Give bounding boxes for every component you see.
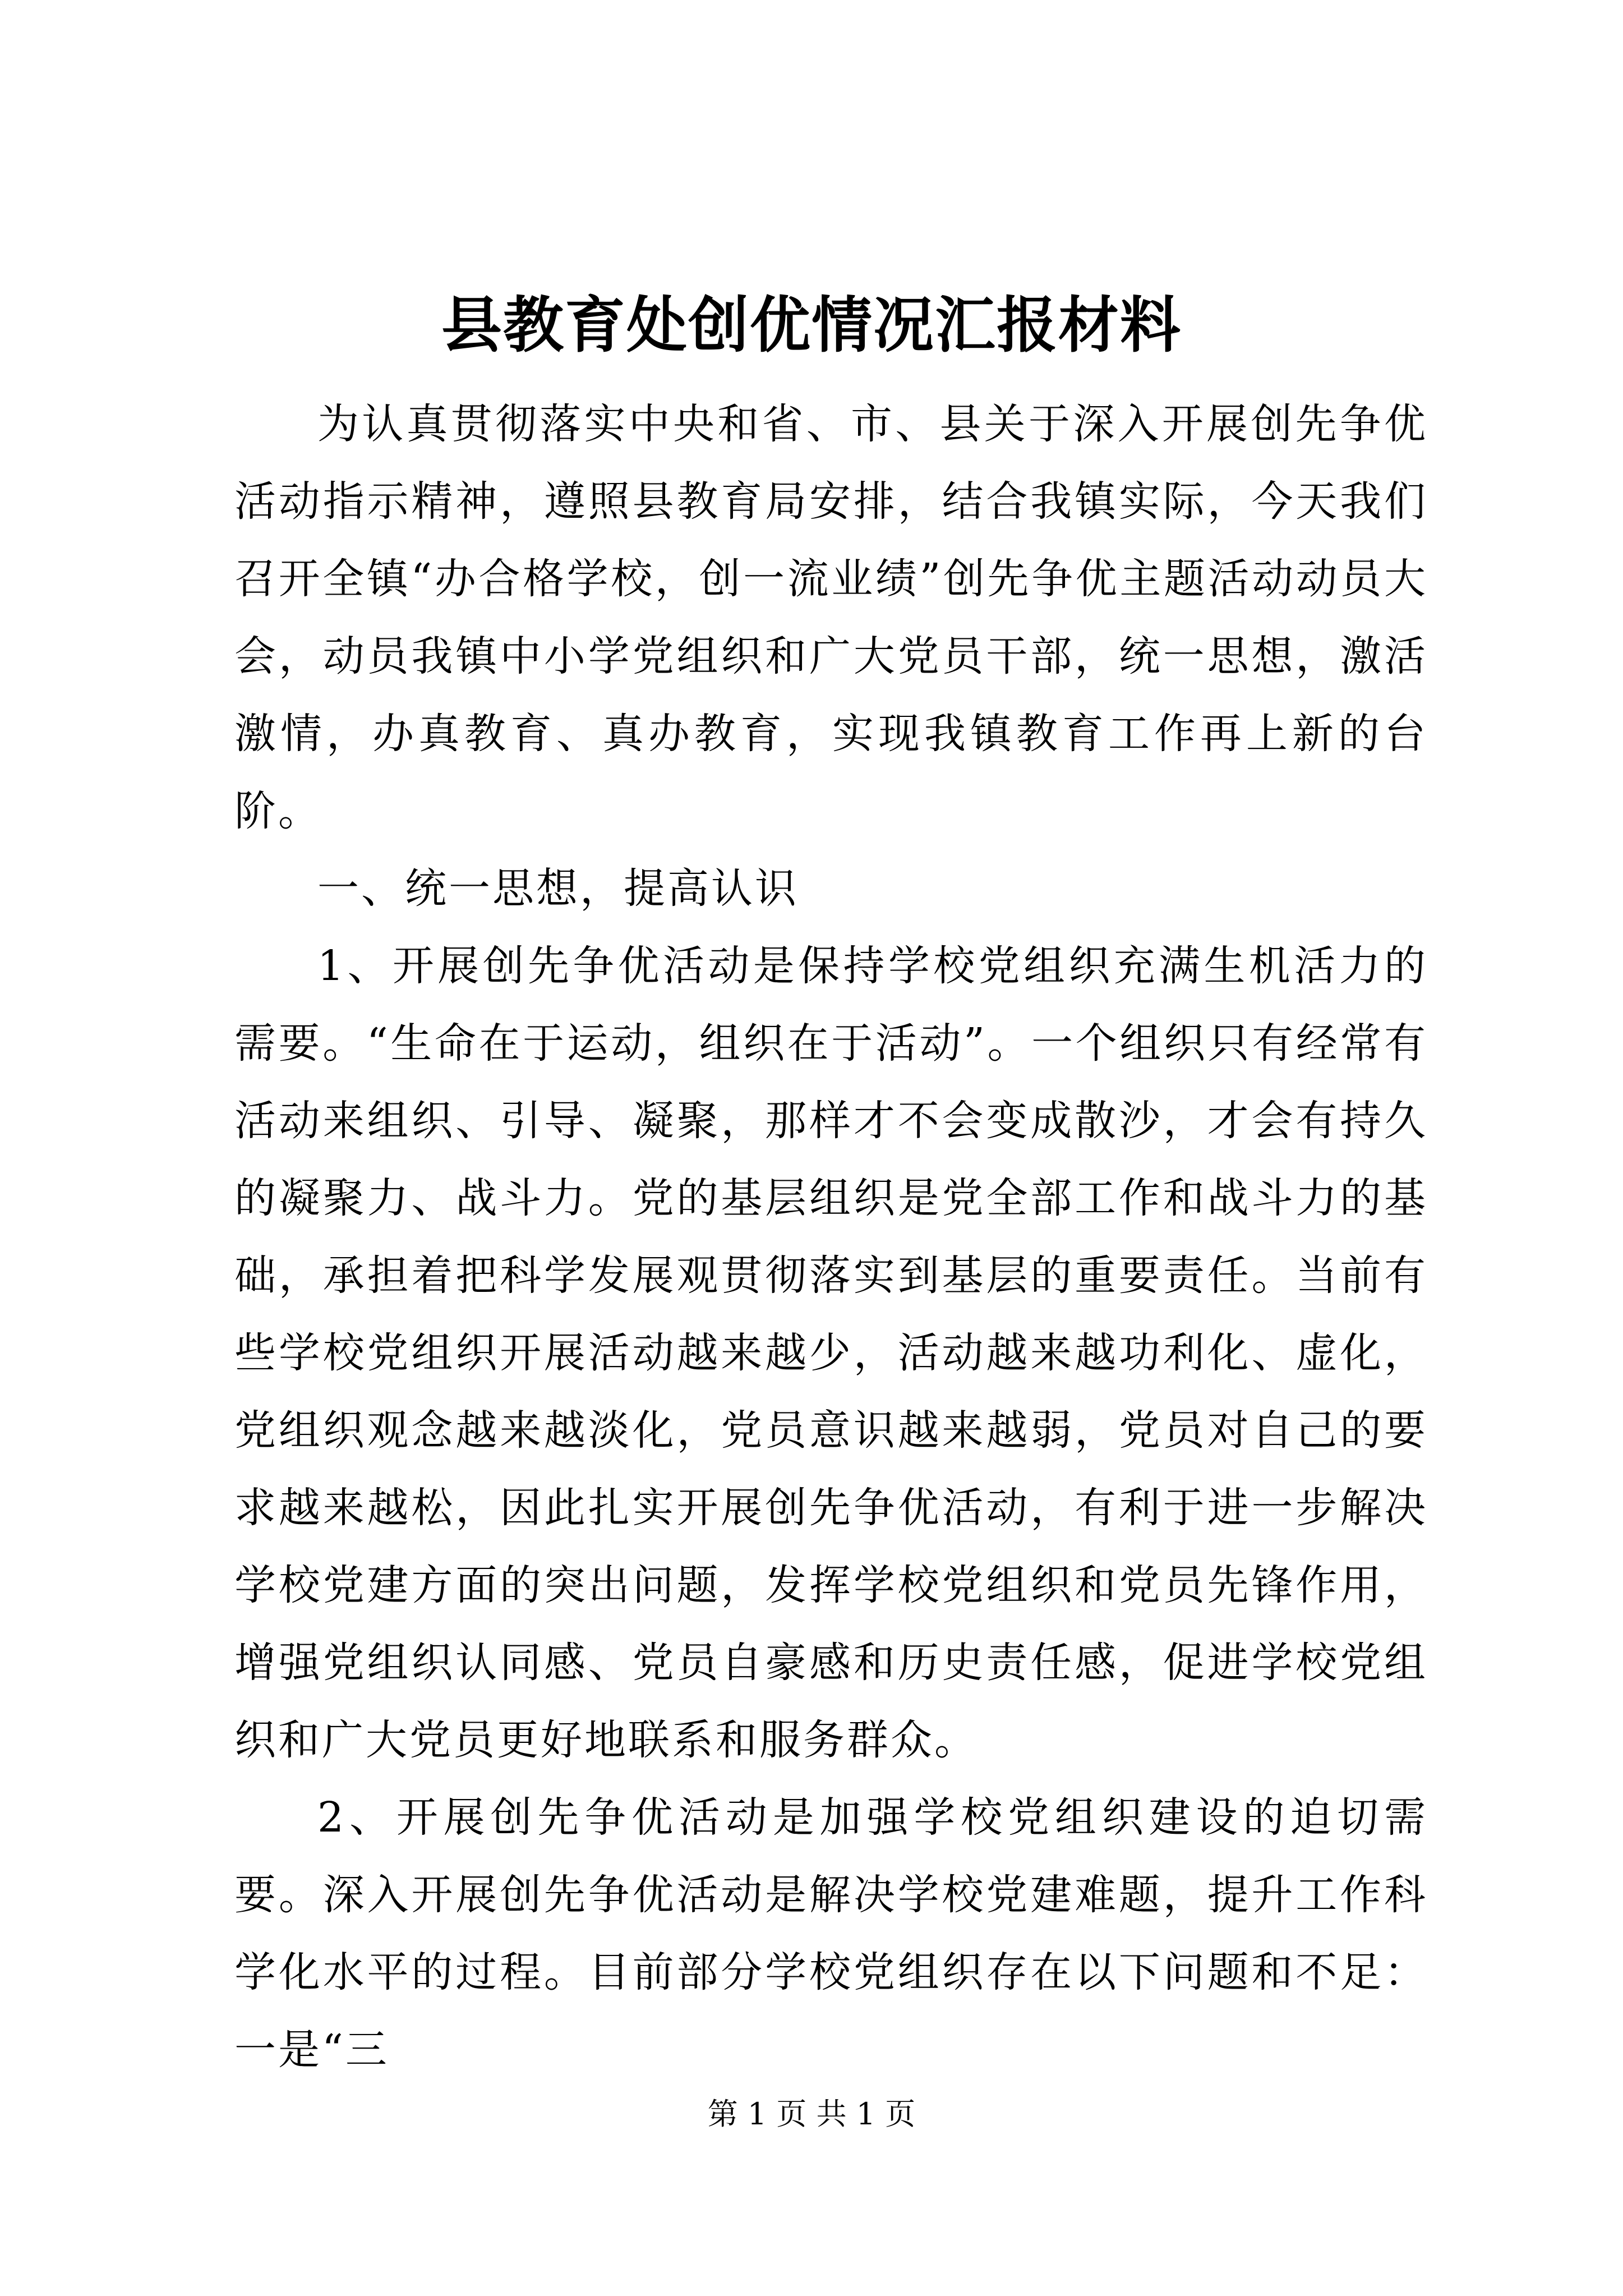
document-body [234, 385, 1428, 2088]
page-footer: 第 1 页 共 1 页 [707, 2096, 916, 2132]
paragraph-intro: 为认真贯彻落实中央和省、市、县关于深入开展创先争优活动指示精神，遵照县教育局安排，结合我镇实际，今天我们召开全镇“办合格学校，创一流业绩”创先争优主题活动动员大会，动员我镇中小学党组织和广大党员干部，统一思想，激活激情，办真教育、真办教育，实现我镇教育工作再上新的台阶。 [234, 400, 1428, 835]
document-title: 县教育处创优情况汇报材料 [441, 290, 1182, 361]
section-heading: 一、统一思想，提高认识 [317, 864, 799, 913]
paragraph-point-1: 1、开展创先争优活动是保持学校党组织充满生机活力的需要。“生命在于运动，组织在于活动”。一个组织只有经常有活动来组织、引导、凝聚，那样才不会变成散沙，才会有持久的凝聚力、战斗力。党的基层组织是党全部工作和战斗力的基础，承担着把科学发展观贯彻落实到基层的重要责任。当前有些学校党组织开展活动越来越少，活动越来越功利化、虚化，党组织观念越来越淡化，党员意识越来越弱，党员对自己的要求越来越松，因此扎实开展创先争优活动，有利于进一步解决学校党建方面的突出问题，发挥学校党组织和党员先锋作用，增强党组织认同感、党员自豪感和历史责任感，促进学校党组织和广大党员更好地联系和服务群众。 [234, 942, 1428, 1764]
paragraph-point-2: 2、开展创先争优活动是加强学校党组织建设的迫切需要。深入开展创先争优活动是解决学校党建难题，提升工作科学化水平的过程。目前部分学校党组织存在以下问题和不足：一是“三 [234, 1793, 1428, 2074]
